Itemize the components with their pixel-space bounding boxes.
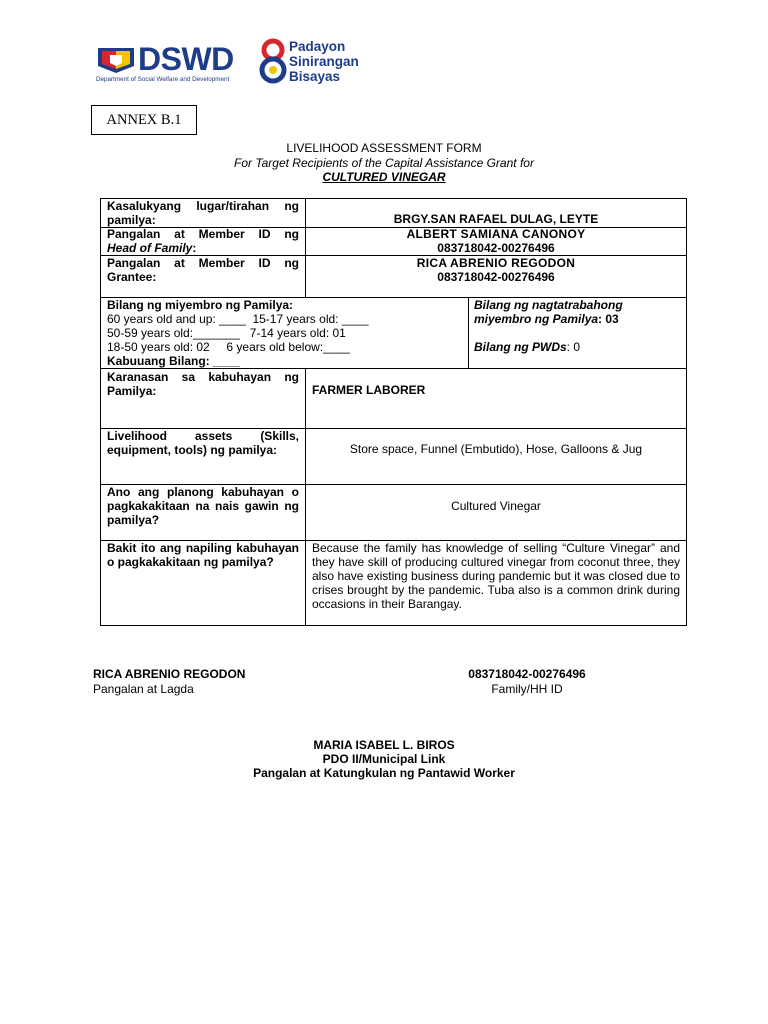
table-border-left <box>100 198 101 626</box>
table-row-line <box>100 368 687 369</box>
grantee-label: Pangalan at Member ID ng Grantee: <box>107 256 299 284</box>
annex-box <box>91 105 197 135</box>
reason-value: Because the family has knowledge of selling “Culture Vinegar” and they have skill of producing cultured vinegar from coconut three, they also have existing business during pandemic but it was closed due to crises brought by the pandemic. Tuba also is a common drink during occasions in their Barangay. <box>312 541 680 611</box>
head-label <box>107 227 299 255</box>
table-divider-members <box>468 297 469 368</box>
worker-caption: Pangalan at Katungkulan ng Pantawid Worker <box>253 766 515 780</box>
members-row-1: 60 years old and up: ____ 15-17 years old: ____ <box>107 312 369 326</box>
form-product: CULTURED VINEGAR <box>322 170 446 184</box>
grantee-signature-caption: Pangalan at Lagda <box>93 682 194 696</box>
grantee-name: RICA ABRENIO REGODON <box>416 256 576 270</box>
padayon-line-1: Padayon <box>289 39 346 54</box>
hh-id-caption: Family/HH ID <box>491 682 563 696</box>
head-id: 083718042-00276496 <box>437 241 555 255</box>
worker-position: PDO II/Municipal Link <box>322 752 446 766</box>
head-name: ALBERT SAMIANA CANONOY <box>406 227 586 241</box>
head-label-line-2 <box>107 241 299 255</box>
table-border-bottom <box>100 625 687 626</box>
members-row-3: 18-50 years old: 02 6 years old below:____ <box>107 340 350 354</box>
padayon-eight-icon <box>258 38 288 84</box>
dswd-emblem-icon <box>96 46 136 74</box>
members-label: Bilang ng miyembro ng Pamilya: <box>107 298 294 312</box>
worker-name: MARIA ISABEL L. BIROS <box>313 738 455 752</box>
padayon-logo <box>258 38 378 88</box>
members-row-2: 50-59 years old:_______ 7-14 years old: 01 <box>107 326 346 340</box>
assets-label: Livelihood assets (Skills, equipment, tools) ng pamilya: <box>107 429 299 457</box>
members-total: Kabuuang Bilang: ____ <box>107 354 240 368</box>
address-value: BRGY.SAN RAFAEL DULAG, LEYTE <box>393 212 599 226</box>
head-label-line-1: Pangalan at Member ID ng <box>107 227 299 241</box>
padayon-line-3: Bisayas <box>289 69 341 84</box>
dswd-logo <box>96 40 248 86</box>
address-label: Kasalukyang lugar/tirahan ng pamilya: <box>107 199 299 227</box>
form-title: LIVELIHOOD ASSESSMENT FORM <box>286 141 482 155</box>
dswd-subtitle: Department of Social Welfare and Development <box>96 76 230 83</box>
experience-label: Karanasan sa kabuhayan ng Pamilya: <box>107 370 299 398</box>
working-label-2: miyembro ng Pamilya <box>474 312 599 326</box>
dswd-wordmark: DSWD <box>138 41 234 77</box>
pwd-label: Bilang ng PWDs <box>474 340 567 354</box>
form-subtitle: For Target Recipients of the Capital Assistance Grant for <box>234 156 534 170</box>
grantee-id: 083718042-00276496 <box>437 270 555 284</box>
table-border-right <box>686 198 687 626</box>
plan-label: Ano ang planong kabuhayan o pagkakakitaan na nais gawin ng pamilya? <box>107 485 299 527</box>
pwd-value: : 0 <box>566 340 581 354</box>
working-label-1: Bilang ng nagtatrabahong <box>474 298 623 312</box>
grantee-signature-name: RICA ABRENIO REGODON <box>93 667 246 681</box>
head-label-italic: Head of Family <box>107 241 193 255</box>
hh-id: 083718042-00276496 <box>468 667 586 681</box>
members-cell <box>107 298 467 368</box>
padayon-text <box>289 39 359 84</box>
head-label-colon: : <box>192 241 197 255</box>
table-divider-bottom <box>305 368 306 626</box>
assets-value: Store space, Funnel (Embutido), Hose, Galloons & Jug <box>349 442 643 456</box>
working-cell <box>474 298 684 354</box>
working-value: : 03 <box>598 312 619 326</box>
experience-value: FARMER LABORER <box>312 383 426 397</box>
annex-label: ANNEX B.1 <box>106 112 182 128</box>
reason-label: Bakit ito ang napiling kabuhayan o pagkakakitaan ng pamilya? <box>107 541 299 569</box>
padayon-line-2: Sinirangan <box>289 54 359 69</box>
plan-value: Cultured Vinegar <box>451 499 541 513</box>
